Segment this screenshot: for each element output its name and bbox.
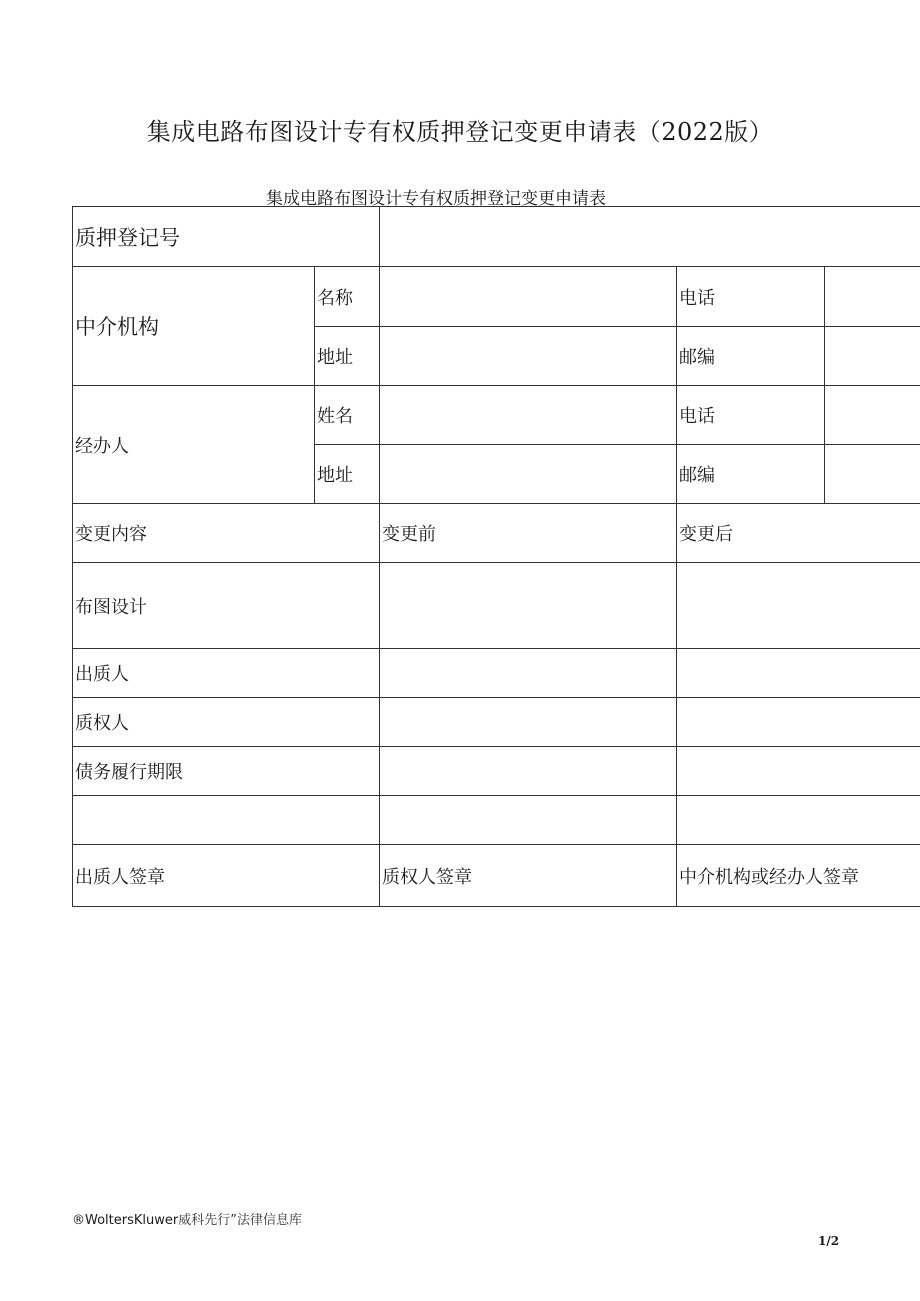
document-title: 集成电路布图设计专有权质押登记变更申请表（2022版） [146,118,774,146]
agency-handler-signature[interactable]: 中介机构或经办人签章 [677,845,920,907]
change-row-before-field[interactable] [380,649,677,698]
agency-address-label: 地址 [315,327,380,386]
handler-label: 经办人 [73,386,315,504]
change-row-before-field[interactable] [380,747,677,796]
handler-address-label: 地址 [315,445,380,504]
registration-no-field[interactable] [380,207,920,267]
handler-postcode-label: 邮编 [677,445,825,504]
change-before-header: 变更前 [380,504,677,563]
change-row [73,796,920,845]
agency-postcode-field[interactable] [825,327,920,386]
page-number: 1/2 [818,1234,840,1248]
change-row-label [73,796,380,845]
handler-name-field[interactable] [380,386,677,445]
pledgor-signature[interactable]: 出质人签章 [73,845,380,907]
change-row-after-field[interactable] [677,698,920,747]
change-row-before-field[interactable] [380,796,677,845]
footer-brand [72,1209,302,1228]
change-row-after-field[interactable] [677,747,920,796]
change-row-after-field[interactable] [677,796,920,845]
handler-row-1 [73,386,920,445]
handler-phone-label: 电话 [677,386,825,445]
change-row-after-field[interactable] [677,563,920,649]
agency-postcode-label: 邮编 [677,327,825,386]
change-row-label: 质权人 [73,698,380,747]
pledgee-signature[interactable]: 质权人签章 [380,845,677,907]
change-row [73,563,920,649]
change-row [73,747,920,796]
change-row-after-field[interactable] [677,649,920,698]
handler-name-label: 姓名 [315,386,380,445]
change-row-label: 出质人 [73,649,380,698]
change-row-label: 布图设计 [73,563,380,649]
change-row-label: 债务履行期限 [73,747,380,796]
change-after-header: 变更后 [677,504,920,563]
footer-brand-en: ®WoltersKluwer [72,1213,179,1228]
handler-phone-field[interactable] [825,386,920,445]
agency-name-label: 名称 [315,267,380,327]
agency-address-field[interactable] [380,327,677,386]
change-content-header: 变更内容 [73,504,380,563]
application-form-table [72,206,920,907]
registration-no-row [73,207,920,267]
change-row [73,649,920,698]
change-header-row [73,504,920,563]
change-row [73,698,920,747]
agency-name-field[interactable] [380,267,677,327]
signature-row [73,845,920,907]
agency-phone-label: 电话 [677,267,825,327]
agency-row-1 [73,267,920,327]
footer-brand-cn: 威科先行”法律信息库 [178,1213,302,1228]
change-row-before-field[interactable] [380,698,677,747]
agency-phone-field[interactable] [825,267,920,327]
change-row-before-field[interactable] [380,563,677,649]
handler-postcode-field[interactable] [825,445,920,504]
table-caption: 集成电路布图设计专有权质押登记变更申请表 [266,189,606,209]
handler-address-field[interactable] [380,445,677,504]
agency-label: 中介机构 [73,267,315,386]
registration-no-label: 质押登记号 [73,207,380,267]
